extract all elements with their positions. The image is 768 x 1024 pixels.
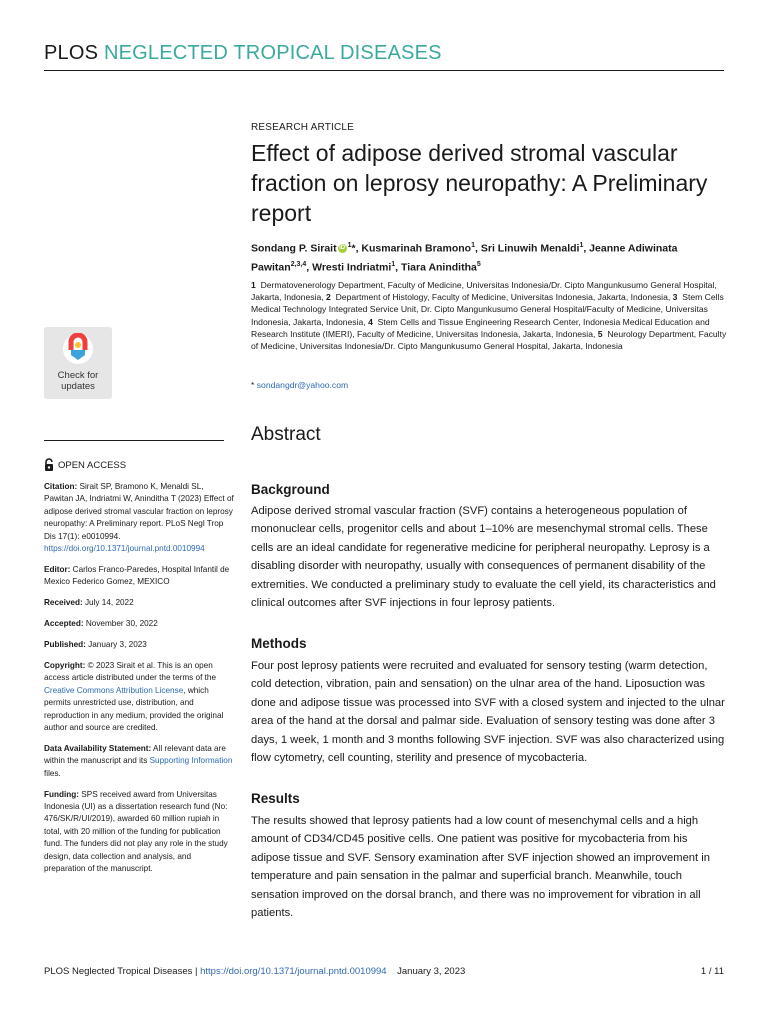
received-date bbox=[44, 597, 234, 609]
affiliation-ref: 1 bbox=[347, 242, 352, 249]
funding-label: Funding: bbox=[44, 789, 80, 799]
article-type: RESEARCH ARTICLE bbox=[251, 122, 355, 133]
citation bbox=[44, 481, 234, 555]
page-number: 1 / 11 bbox=[700, 966, 724, 977]
open-lock-icon bbox=[44, 458, 54, 472]
background-text: Adipose derived stromal vascular fraction (SVF) contains a heterogeneous population of mononuclear cells, progenitor cells and about 1–10% are mesenchymal stromal cells. These cells are an ideal candidate for regenerative medicine for peripheral neuropathy. Leprosy is a disabling disorder with neuropathy, usually with consequences of permanent disability of the extremities. We conducted a preliminary study to evaluate the cell yield, its characteristics and clinical outcomes after SVF injections in four leprosy patients. bbox=[251, 505, 716, 610]
footer-citation bbox=[44, 966, 465, 977]
methods-heading: Methods bbox=[251, 636, 307, 651]
data-availability bbox=[44, 743, 234, 780]
affiliation-number: 1 bbox=[251, 280, 256, 290]
affiliation-number: 2 bbox=[326, 292, 331, 303]
journal-header bbox=[44, 42, 442, 65]
editor bbox=[44, 564, 234, 589]
check-updates-line2: updates bbox=[61, 381, 95, 392]
footer-date: January 3, 2023 bbox=[397, 966, 466, 977]
funding bbox=[44, 789, 234, 876]
author-name[interactable]: , Jeanne Adiwinata Pawitan bbox=[251, 242, 678, 273]
affiliation-text: Department of Histology, Faculty of Medicine, Universitas Indonesia, Jakarta, Indonesia, bbox=[335, 292, 673, 303]
results-text: The results showed that leprosy patients had a low count of mesenchymal cells and a high amount of CD34/CD45 positive cells. One patient was positive for mycobacteria from his adipose tissue and SVF. Sensory examination after SVF injection showed an improvement in temperature and pain sensation in the palmar and superficial branch. Meanwhile, touch sensation improved on the dorsal branch, and there was no improvement for vibration in all patients. bbox=[251, 815, 710, 920]
author-name[interactable]: , Wresti Indriatmi bbox=[306, 261, 392, 273]
page-footer bbox=[44, 966, 724, 977]
data-availability-label: Data Availability Statement: bbox=[44, 743, 152, 753]
orcid-icon[interactable]: iD bbox=[339, 245, 346, 252]
accepted-text: November 30, 2022 bbox=[83, 619, 158, 629]
author-list bbox=[251, 238, 731, 275]
affiliation-ref: 1 bbox=[579, 242, 584, 249]
copyright-text: © 2023 Sirait et al. This is an open access article distributed under the terms of the bbox=[44, 660, 217, 683]
copyright bbox=[44, 660, 234, 734]
check-updates-label bbox=[44, 370, 112, 392]
article-title: Effect of adipose derived stromal vascular fraction on leprosy neuropathy: A Preliminary report bbox=[251, 140, 708, 226]
data-availability-text-cont: files. bbox=[44, 768, 61, 778]
citation-label: Citation: bbox=[44, 482, 78, 491]
accepted-label: Accepted: bbox=[44, 619, 84, 629]
abstract-heading: Abstract bbox=[251, 424, 321, 445]
editor-text: Carlos Franco-Paredes, Hospital Infantil de Mexico Federico Gomez, MEXICO bbox=[44, 564, 230, 587]
data-availability-text: All relevant data are within the manuscript and its bbox=[44, 743, 226, 766]
funding-text: SPS received award from Universitas Indonesia (UI) as a dissertation research fund (No: 476/SK/R/UI/2019), awarded 60 million rupiah in total, with 20 million of the funding for publication fund. The funders did not play any role in the study design, data collection and analysis, and preparation of the manuscript. bbox=[44, 789, 228, 874]
accepted-date bbox=[44, 618, 234, 630]
results-heading: Results bbox=[251, 791, 300, 806]
crossmark-icon bbox=[62, 333, 94, 365]
doi-link[interactable]: https://doi.org/10.1371/journal.pntd.0010994 bbox=[44, 544, 205, 554]
header-divider bbox=[44, 70, 724, 71]
affiliation-ref: 1 bbox=[471, 242, 476, 249]
affiliation-number: 5 bbox=[597, 328, 603, 339]
journal-name: NEGLECTED TROPICAL DISEASES bbox=[103, 42, 442, 64]
published-label: Published: bbox=[44, 640, 86, 650]
received-label: Received: bbox=[44, 598, 83, 608]
affiliation-ref: 5 bbox=[476, 260, 481, 268]
citation-text: Sirait SP, Bramono K, Menaldi SL, Pawitan JA, Indriatmi W, Aninditha T (2023) Effect of adipose derived stromal vascular fraction on leprosy neuropathy: A Preliminary report. PLoS Negl Trop Dis 17(1): e0010994. bbox=[44, 482, 234, 541]
affiliation-text: Dermatovenerology Department, Faculty of Medicine, Universitas Indonesia/Dr. Cipto Mangunkusumo General Hospital, Jakarta, Indonesia, bbox=[251, 280, 717, 303]
author-name[interactable]: Sondang P. Sirait bbox=[251, 242, 337, 255]
corresponding-author bbox=[251, 380, 348, 390]
sidebar-divider bbox=[44, 440, 224, 441]
supporting-info-link[interactable]: Supporting Information bbox=[149, 756, 233, 766]
affiliation-text: Neurology Department, Faculty of Medicine, Universitas Indonesia/Dr. Cipto Mangunkusumo General Hospital, Jakarta, Indonesia bbox=[251, 328, 727, 352]
email-link[interactable]: sondangdr@yahoo.com bbox=[256, 380, 349, 390]
footer-doi-link[interactable]: https://doi.org/10.1371/journal.pntd.0010994 bbox=[200, 966, 387, 977]
affiliation-number: 3 bbox=[672, 292, 678, 303]
copyright-label: Copyright: bbox=[44, 660, 86, 670]
check-updates-line1: Check for bbox=[57, 370, 99, 381]
affiliation-number: 4 bbox=[368, 316, 373, 327]
open-access-label: OPEN ACCESS bbox=[58, 459, 127, 471]
journal-brand: PLOS bbox=[44, 42, 99, 64]
published-text: January 3, 2023 bbox=[85, 640, 147, 650]
license-link[interactable]: Creative Commons Attribution License bbox=[44, 685, 184, 695]
affiliation-ref: 2,3,4 bbox=[290, 260, 307, 268]
received-text: July 14, 2022 bbox=[82, 598, 134, 608]
corresponding-mark: * bbox=[251, 380, 255, 390]
author-name[interactable]: , Sri Linuwih Menaldi bbox=[475, 242, 580, 255]
footer-journal: PLOS Neglected Tropical Diseases | bbox=[44, 966, 201, 977]
published-date bbox=[44, 639, 234, 651]
methods-text: Four post leprosy patients were recruited and evaluated for sensory testing (warm detection, cold detection, vibration, pain and sensation) on the ulnar area of the hand. Liposuction was done and adipose tissue was processed into SVF with a closed system and injected to the ulnar area of the hand at the dorsal and palmar side. Evaluation of sensory testing was done after 3 days, 1 week, 1 month and 3 months following SVF injection. SVF was also characterized using flow cytometry, cell counting, sterility and presence of mycobacteria. bbox=[251, 660, 725, 765]
affiliations bbox=[251, 279, 731, 352]
check-for-updates-button[interactable] bbox=[44, 327, 112, 399]
author-name[interactable]: , Tiara Aninditha bbox=[395, 261, 477, 273]
article-metadata bbox=[44, 481, 234, 884]
open-access-badge bbox=[44, 458, 126, 472]
affiliation-text: Stem Cells and Tissue Engineering Research Center, Indonesia Medical Education and Research Institute (IMERI), Faculty of Medicine, Universitas Indonesia, Jakarta, Indonesia, bbox=[251, 316, 710, 339]
affiliation-ref: 1 bbox=[391, 260, 396, 268]
editor-label: Editor: bbox=[44, 564, 71, 574]
affiliation-text: Stem Cells Medical Technology Integrated Service Unit, Dr. Cipto Mangunkusumo General Hospital/Faculty of Medicine, Universitas Indonesia, Jakarta, Indonesia, bbox=[251, 292, 724, 327]
author-name[interactable]: , Kusmarinah Bramono bbox=[355, 242, 472, 255]
corresponding-mark: * bbox=[351, 242, 356, 255]
copyright-text-cont: , which permits unrestricted use, distribution, and reproduction in any medium, provided the original author and source are credited. bbox=[44, 685, 224, 732]
background-heading: Background bbox=[251, 482, 330, 497]
